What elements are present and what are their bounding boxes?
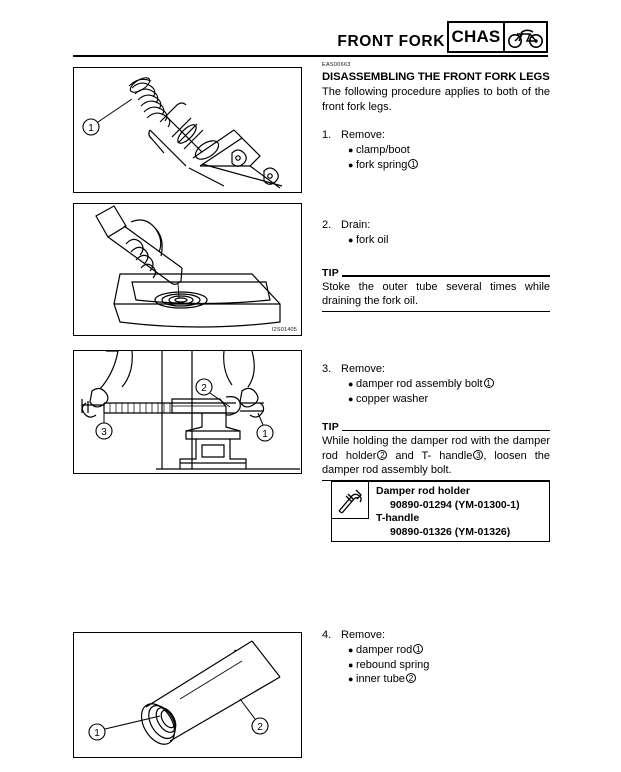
section-intro: The following procedure applies to both of the front fork legs. bbox=[322, 86, 550, 113]
tip-2-prefix: While holding the damper rod with the damper rod holder bbox=[322, 435, 550, 462]
step-1-action: Remove: bbox=[341, 129, 386, 141]
step-3-head bbox=[322, 362, 550, 377]
step-3-item-1-text: damper rod assembly bolt bbox=[356, 378, 483, 390]
chas-section-badge bbox=[447, 21, 548, 53]
instruction-column bbox=[322, 62, 550, 687]
step-1-item-2-text: fork spring bbox=[356, 158, 408, 171]
svg-text:1: 1 bbox=[94, 728, 100, 739]
step-4-number: 4. bbox=[322, 629, 332, 641]
tip-block-2 bbox=[322, 420, 550, 481]
tip-1-header-rule bbox=[342, 275, 550, 277]
tip-1-label: TIP bbox=[322, 266, 339, 279]
page-title: FRONT FORK bbox=[337, 33, 445, 50]
tip-1-header bbox=[322, 266, 550, 279]
step-1-item-2 bbox=[322, 158, 550, 173]
step-2-item-1 bbox=[322, 233, 550, 248]
tool-1-number: 90890-01294 (YM-01300-1) bbox=[390, 498, 520, 511]
page-header bbox=[0, 0, 621, 56]
section-ref-code: EAS00663 bbox=[322, 62, 351, 68]
tip-2-label: TIP bbox=[322, 421, 339, 433]
tip-2-suffix: , loosen the damper rod assembly bolt. bbox=[322, 449, 550, 476]
figure-3-callout-3 bbox=[96, 413, 112, 439]
callout-circle: 1 bbox=[413, 644, 423, 654]
step-3-item-1 bbox=[322, 377, 550, 392]
figure-4-callout-2 bbox=[240, 699, 268, 734]
figure-holding-damper-rod bbox=[73, 350, 302, 474]
callout-circle: 1 bbox=[408, 159, 418, 169]
section-heading: DISASSEMBLING THE FRONT FORK LEGS bbox=[322, 71, 550, 83]
step-4 bbox=[322, 628, 550, 687]
tool-1-name: Damper rod holder bbox=[376, 485, 470, 497]
step-2-number: 2. bbox=[322, 219, 332, 231]
tip-2-header-rule bbox=[342, 430, 550, 432]
tool-text-group bbox=[369, 482, 549, 541]
step-3-item-2 bbox=[322, 392, 550, 407]
step-1 bbox=[322, 128, 550, 172]
callout-circle: 3 bbox=[473, 450, 483, 460]
bullet-icon: ● bbox=[348, 379, 354, 389]
tool-2-name: T-handle bbox=[376, 512, 420, 524]
step-3-item-2-text: copper washer bbox=[356, 392, 429, 405]
figure-draining-fork-oil bbox=[73, 203, 302, 336]
step-3-action: Remove: bbox=[341, 363, 386, 375]
svg-text:1: 1 bbox=[262, 429, 268, 440]
step-4-item-2 bbox=[322, 658, 550, 673]
step-4-item-3 bbox=[322, 672, 550, 687]
step-1-number: 1. bbox=[322, 129, 332, 141]
step-1-head bbox=[322, 128, 550, 143]
step-2-action: Drain: bbox=[341, 219, 371, 231]
tip-2-middle: and T- handle bbox=[395, 449, 473, 462]
step-4-item-3-text: inner tube bbox=[356, 673, 405, 685]
step-2-head bbox=[322, 218, 550, 233]
bullet-icon: ● bbox=[348, 159, 354, 170]
svg-text:1: 1 bbox=[88, 123, 94, 134]
bullet-icon: ● bbox=[348, 674, 354, 684]
step-2-item-1-text: fork oil bbox=[356, 234, 389, 246]
step-1-item-1 bbox=[322, 143, 550, 158]
tool-2-number: 90890-01326 (YM-01326) bbox=[390, 525, 511, 538]
bullet-icon: ● bbox=[348, 645, 354, 655]
step-4-item-2-text: rebound spring bbox=[356, 658, 430, 671]
bullet-icon: ● bbox=[348, 659, 354, 670]
figure-damper-rod-inner-tube bbox=[73, 632, 302, 758]
step-4-item-1-text: damper rod bbox=[356, 644, 413, 656]
figure-3-callout-1 bbox=[257, 413, 273, 441]
figure-1-callout-1 bbox=[83, 99, 132, 135]
tip-1-footer-rule bbox=[322, 311, 550, 313]
callout-circle: 2 bbox=[377, 450, 387, 460]
tip-block-1 bbox=[322, 266, 550, 313]
figure-fork-leg-with-spring bbox=[73, 67, 302, 193]
callout-circle: 1 bbox=[484, 378, 494, 388]
chas-label: CHAS bbox=[449, 23, 505, 51]
step-1-item-1-text: clamp/boot bbox=[356, 144, 410, 156]
header-divider bbox=[73, 55, 548, 57]
svg-text:2: 2 bbox=[257, 722, 263, 733]
step-3-number: 3. bbox=[322, 363, 332, 375]
bullet-icon: ● bbox=[348, 393, 354, 404]
step-4-item-1 bbox=[322, 643, 550, 658]
step-3 bbox=[322, 362, 550, 406]
svg-text:3: 3 bbox=[101, 427, 107, 438]
svg-text:2: 2 bbox=[201, 383, 207, 394]
callout-circle: 2 bbox=[406, 673, 416, 683]
tip-2-text bbox=[322, 434, 550, 478]
bullet-icon: ● bbox=[348, 145, 354, 155]
step-4-head bbox=[322, 628, 550, 643]
special-tool-box bbox=[331, 481, 550, 542]
bullet-icon: ● bbox=[348, 235, 354, 245]
step-4-action: Remove: bbox=[341, 629, 386, 641]
figure-2-code: I2S01405 bbox=[271, 327, 297, 333]
tip-2-header bbox=[322, 420, 550, 433]
damper-rod-holder-tool-icon bbox=[332, 482, 369, 519]
step-2 bbox=[322, 218, 550, 248]
tip-1-text: Stoke the outer tube several times while draining the fork oil. bbox=[322, 280, 550, 307]
motorcycle-icon bbox=[505, 23, 546, 51]
